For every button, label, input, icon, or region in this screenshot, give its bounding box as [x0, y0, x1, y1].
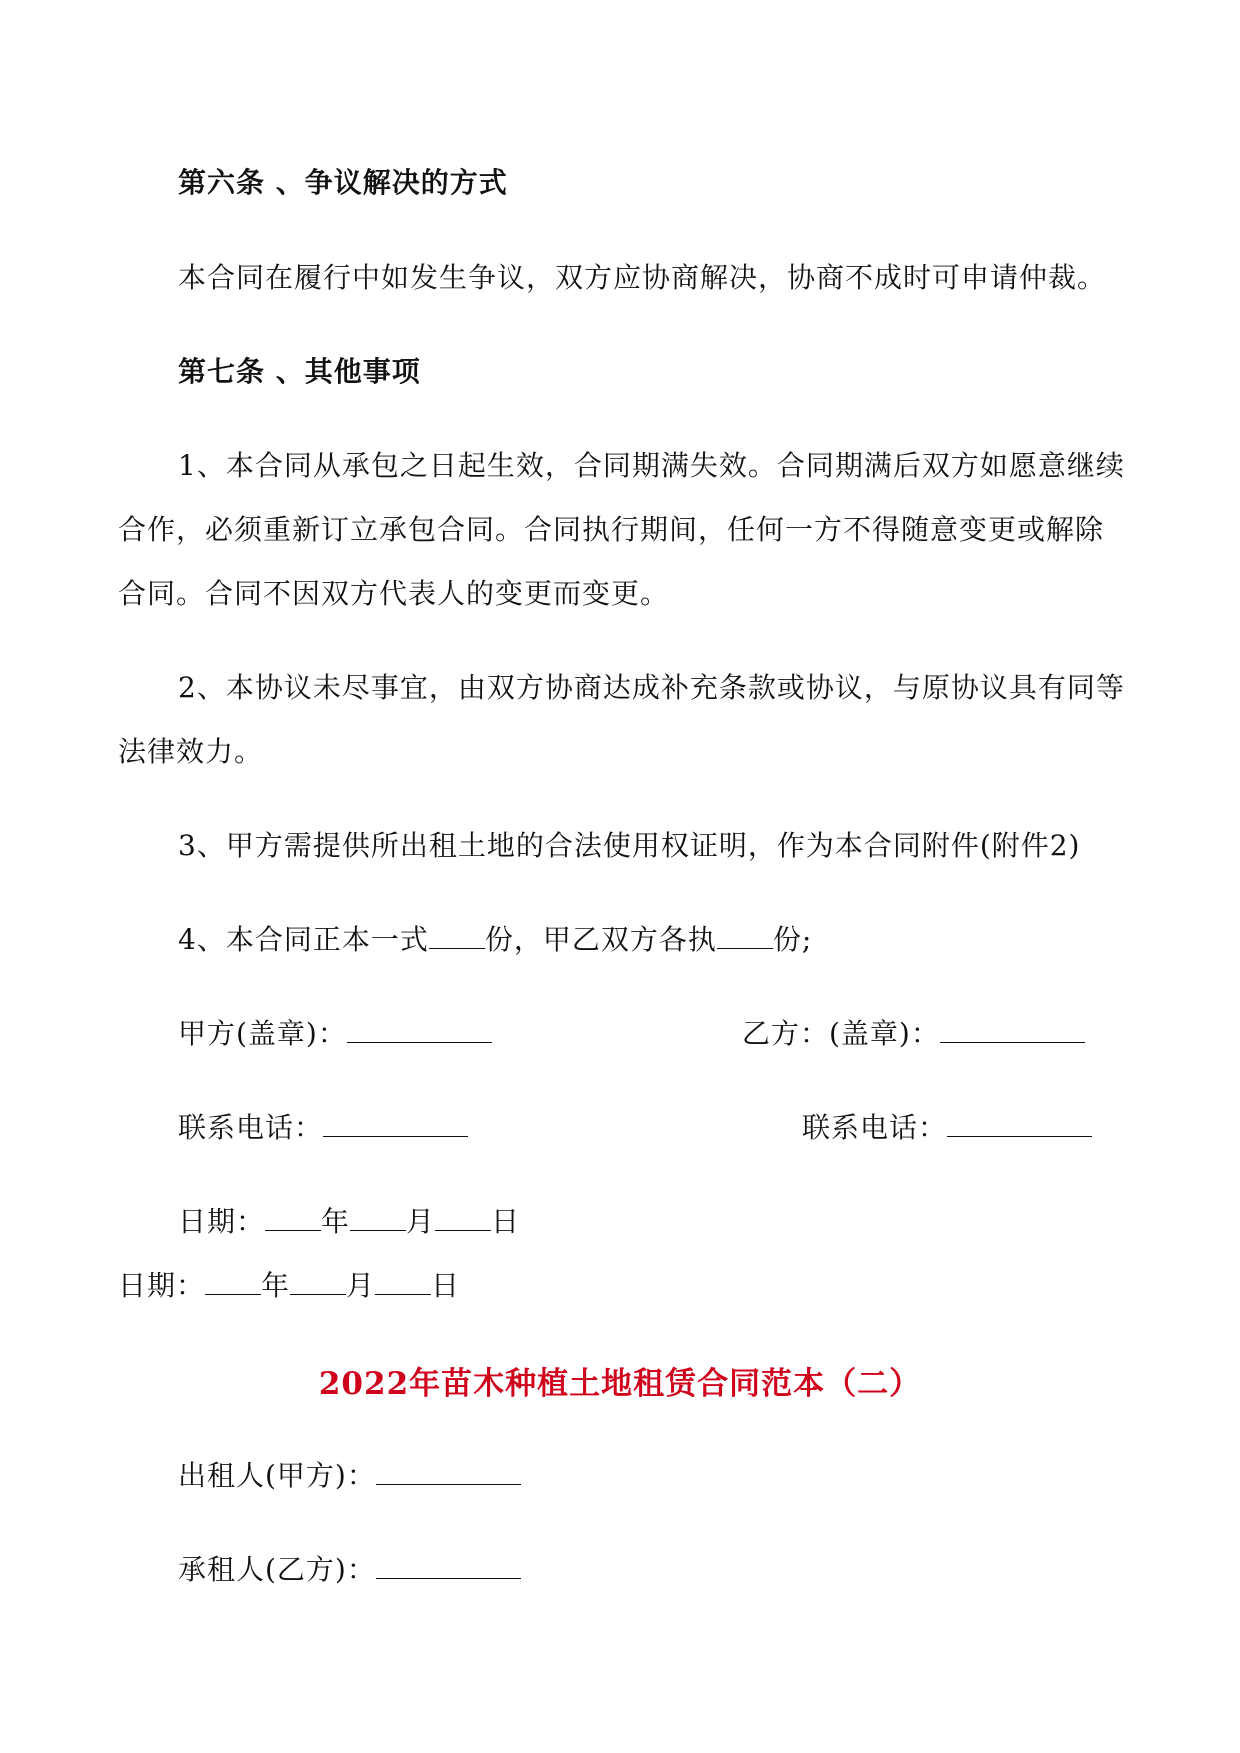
- lessor: [178, 1458, 521, 1494]
- date-b-month: 月: [346, 1269, 376, 1302]
- date-a-day-blank: [435, 1229, 491, 1231]
- lessee-label: 承租人(乙方)：: [178, 1553, 376, 1586]
- lessee-blank: [376, 1577, 521, 1579]
- date-a-year-blank: [265, 1229, 321, 1231]
- date-a-year: 年: [321, 1205, 351, 1238]
- lessor-blank: [376, 1483, 521, 1485]
- item1-line1: 1、本合同从承包之日起生效，合同期满失效。合同期满后双方如愿意继续: [178, 449, 1125, 482]
- date-b-label: 日期：: [118, 1269, 206, 1302]
- item1-line2: 合作，必须重新订立承包合同。合同执行期间，任何一方不得随意变更或解除: [118, 513, 1105, 546]
- party-b-seal: [742, 1016, 1085, 1052]
- date-b-month-blank: [290, 1293, 346, 1295]
- lessee: [178, 1552, 521, 1588]
- phone-b: [802, 1110, 1092, 1146]
- party-b-seal-label: 乙方：(盖章)：: [742, 1017, 940, 1050]
- lessor-label: 出租人(甲方)：: [178, 1459, 376, 1492]
- article6-body: 本合同在履行中如发生争议，双方应协商解决，协商不成时可申请仲裁。: [178, 261, 1107, 294]
- contract2-title: 2022年苗木种植土地租赁合同范本（二）: [318, 1366, 922, 1402]
- phone-a: [178, 1110, 468, 1146]
- item4: [178, 922, 812, 958]
- date-b-year: 年: [261, 1269, 291, 1302]
- date-a-day: 日: [491, 1205, 521, 1238]
- phone-a-label: 联系电话：: [178, 1111, 324, 1144]
- date-b-day-blank: [375, 1293, 431, 1295]
- item4-mid: 份，甲乙双方各执: [484, 923, 717, 956]
- date-a-label: 日期：: [178, 1205, 266, 1238]
- party-a-seal: [178, 1016, 492, 1052]
- copies-each-blank: [717, 947, 773, 949]
- date-b-day: 日: [431, 1269, 461, 1302]
- item3: 3、甲方需提供所出租土地的合法使用权证明，作为本合同附件(附件2): [178, 829, 1081, 862]
- copies-total-blank: [429, 947, 485, 949]
- date-b-year-blank: [205, 1293, 261, 1295]
- date-a: [178, 1204, 520, 1240]
- article6-heading: 第六条 、争议解决的方式: [178, 166, 508, 199]
- phone-b-blank: [947, 1135, 1092, 1137]
- date-a-month-blank: [350, 1229, 406, 1231]
- item4-suffix: 份;: [772, 923, 813, 956]
- article7-heading: 第七条 、其他事项: [178, 355, 421, 388]
- date-b: [118, 1268, 460, 1304]
- item1-line3: 合同。合同不因双方代表人的变更而变更。: [118, 577, 670, 610]
- item4-prefix: 4、本合同正本一式: [178, 923, 429, 956]
- item2-line2: 法律效力。: [118, 735, 264, 768]
- phone-a-blank: [323, 1135, 468, 1137]
- date-a-month: 月: [406, 1205, 436, 1238]
- phone-b-label: 联系电话：: [802, 1111, 948, 1144]
- party-a-seal-blank: [347, 1041, 492, 1043]
- party-b-seal-blank: [940, 1041, 1085, 1043]
- party-a-seal-label: 甲方(盖章)：: [178, 1017, 347, 1050]
- item2-line1: 2、本协议未尽事宜，由双方协商达成补充条款或协议，与原协议具有同等: [178, 671, 1125, 704]
